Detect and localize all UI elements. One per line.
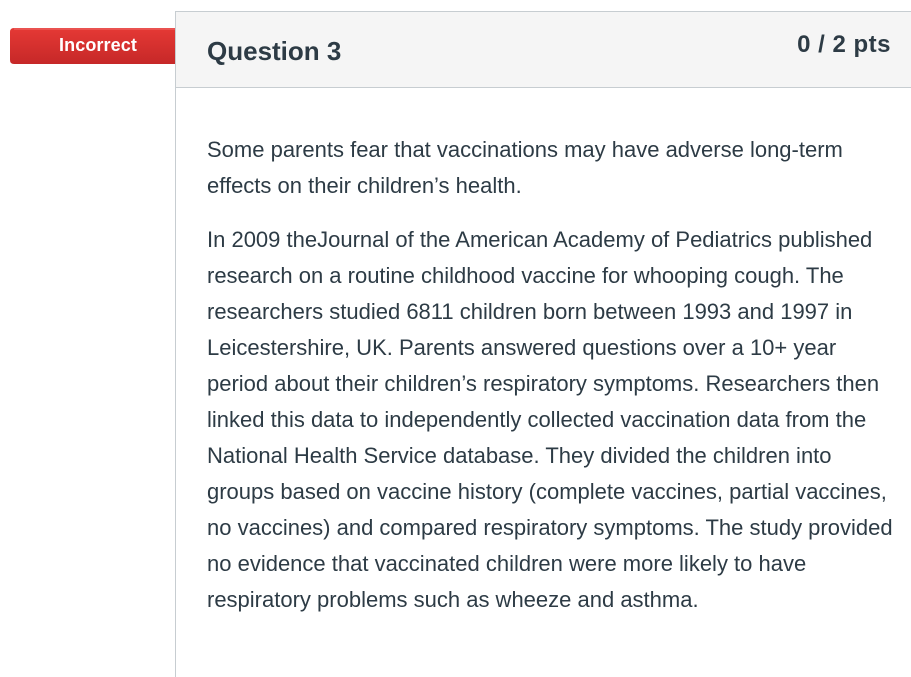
- question-text: [207, 132, 897, 636]
- question-title: Question 3: [207, 36, 342, 66]
- question-paragraph-1: Some parents fear that vaccinations may have adverse long-term effects on their children’s health.: [207, 137, 843, 198]
- question-card: [175, 11, 911, 677]
- question-header: [176, 12, 911, 88]
- question-points: 0 / 2 pts: [797, 31, 891, 58]
- incorrect-status-tag: [10, 28, 200, 66]
- question-paragraph-2: In 2009 theJournal of the American Academy of Pediatrics published research on a routine childhood vaccine for whooping cough. The researchers studied 6811 children born between 1993 and 1997 in Leicestershire, UK. Parents answered questions over a 10+ year period about their children’s respiratory symptoms. Researchers then linked this data to independently collected vaccination data from the National Health Service database. They divided the children into groups based on vaccine history (complete vaccines, partial vaccines, no vaccines) and compared respiratory symptoms. The study provided no evidence that vaccinated children were more likely to have respiratory problems such as wheeze and asthma.: [207, 227, 893, 612]
- incorrect-label: Incorrect: [59, 35, 137, 55]
